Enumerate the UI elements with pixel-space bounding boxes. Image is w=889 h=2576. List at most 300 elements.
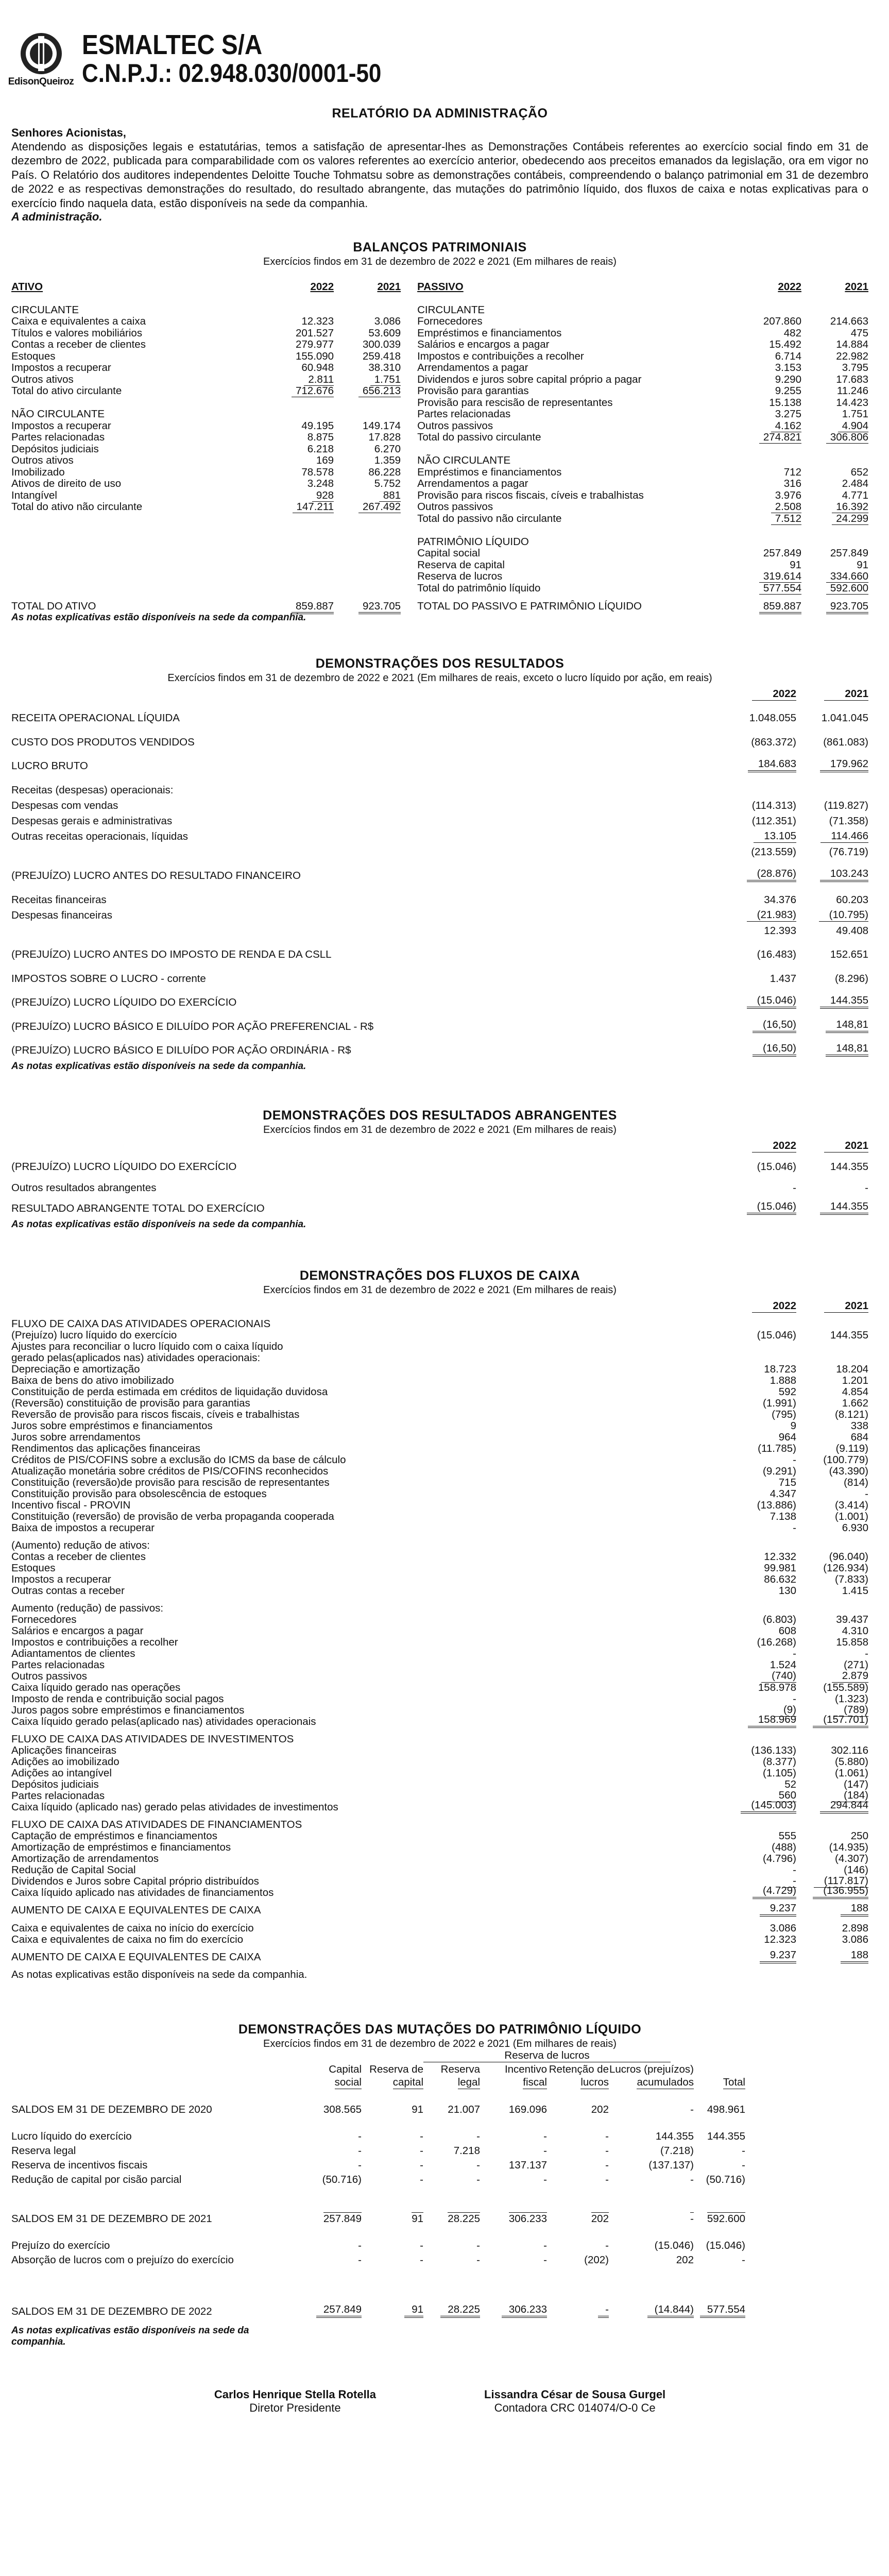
value: 577.554 bbox=[700, 2303, 745, 2318]
value-cell bbox=[609, 2212, 694, 2225]
column-header-cell bbox=[300, 2063, 362, 2076]
value-2021: (14.935) bbox=[829, 1841, 868, 1854]
row-label: NÃO CIRCULANTE bbox=[11, 408, 105, 420]
mutations-row bbox=[11, 2266, 868, 2279]
value-2021: 2.484 bbox=[842, 478, 868, 489]
value-2022: 169 bbox=[316, 454, 334, 466]
statement-row bbox=[11, 1683, 868, 1694]
value-2022: (213.559) bbox=[751, 845, 796, 858]
value-cell bbox=[300, 2089, 362, 2102]
value-2021: (814) bbox=[844, 1476, 868, 1488]
value-2021-cell bbox=[796, 744, 868, 757]
value: 169.096 bbox=[508, 2103, 547, 2115]
value: - bbox=[742, 2144, 745, 2157]
balance-row bbox=[417, 536, 868, 548]
value-2022-cell bbox=[724, 1830, 796, 1842]
statement-row bbox=[11, 1319, 868, 1330]
value-2021: 259.418 bbox=[362, 350, 401, 362]
value: (7.218) bbox=[660, 2144, 694, 2157]
statement-row bbox=[11, 749, 868, 757]
value-2022: 9.237 bbox=[760, 1902, 796, 1917]
value-2021: 22.982 bbox=[836, 350, 868, 362]
value-2021: 144.355 bbox=[830, 1329, 868, 1341]
row-label: Redução de capital por cisão parcial bbox=[11, 2173, 182, 2185]
balance-note: As notas explicativas estão disponíveis na sede da companhia. bbox=[11, 612, 306, 623]
value-2021-cell bbox=[796, 815, 868, 827]
value-cell bbox=[423, 2159, 480, 2172]
liabilities-header-row bbox=[417, 277, 868, 293]
row-label: gerado pelas(aplicados nas) atividades operacionais: bbox=[11, 1351, 261, 1364]
value: - bbox=[690, 2212, 694, 2225]
value-2021-cell bbox=[796, 1409, 868, 1421]
value-2021: 1.041.045 bbox=[821, 712, 868, 724]
row-label: Adiantamentos de clientes bbox=[11, 1648, 135, 1660]
value-2022-cell bbox=[724, 1477, 796, 1489]
column-header-cell bbox=[423, 2076, 480, 2089]
row-label: Caixa e equivalentes de caixa no fim do exercício bbox=[11, 1933, 244, 1945]
value-2021-cell bbox=[334, 385, 401, 397]
row-label: (PREJUÍZO) LUCRO LÍQUIDO DO EXERCÍCIO bbox=[11, 996, 237, 1008]
value-cell bbox=[423, 2130, 480, 2143]
row-label: Reversão de provisão para riscos fiscais, cíveis e trabalhistas bbox=[11, 1408, 300, 1420]
value-2022-cell bbox=[724, 1922, 796, 1935]
value-2021: (184) bbox=[833, 1789, 868, 1802]
value-2022-cell bbox=[724, 697, 796, 709]
value-2022: 158.969 bbox=[748, 1714, 796, 1728]
statement-row bbox=[11, 1842, 868, 1854]
company-block bbox=[82, 31, 422, 89]
statement-row bbox=[11, 1512, 868, 1523]
column-header: capital bbox=[392, 2076, 423, 2088]
value: - bbox=[358, 2239, 362, 2251]
statement-row bbox=[11, 1478, 868, 1489]
column-header-cell bbox=[423, 2063, 480, 2076]
value-2021-cell bbox=[796, 1591, 868, 1603]
value-2022-cell bbox=[724, 1841, 796, 1854]
value-2021-cell bbox=[334, 328, 401, 340]
assets-header-row bbox=[11, 277, 401, 293]
value-2021-cell bbox=[796, 1922, 868, 1935]
value: - bbox=[476, 2253, 480, 2266]
balance-row bbox=[11, 455, 401, 467]
value-2022: 608 bbox=[778, 1625, 796, 1637]
value-cell bbox=[480, 2186, 547, 2198]
value-2021-cell bbox=[796, 1420, 868, 1432]
row-label: Salários e encargos a pagar bbox=[11, 1625, 144, 1637]
value-2021: (8.296) bbox=[835, 972, 868, 985]
value-cell bbox=[694, 2130, 745, 2143]
value: - bbox=[420, 2239, 423, 2251]
value-2021-cell bbox=[801, 548, 868, 560]
company-logo bbox=[8, 32, 74, 88]
statement-row bbox=[11, 1500, 868, 1512]
value-2021: 2.898 bbox=[842, 1922, 868, 1934]
value: - bbox=[420, 2173, 423, 2185]
value-2022-cell bbox=[724, 721, 796, 733]
row-label: Depósitos judiciais bbox=[11, 1778, 99, 1791]
value-cell bbox=[547, 2130, 609, 2143]
value-cell bbox=[423, 2240, 480, 2252]
statement-row bbox=[11, 1330, 868, 1342]
value-2021-cell bbox=[334, 444, 401, 455]
value-2022: 964 bbox=[778, 1431, 796, 1443]
row-label: (Prejuízo) lucro líquido do exercício bbox=[11, 1329, 177, 1341]
value-cell bbox=[362, 2266, 423, 2279]
value: - bbox=[358, 2144, 362, 2157]
row-label: Outras contas a receber bbox=[11, 1585, 125, 1597]
value-2021-cell bbox=[796, 1488, 868, 1500]
value-2021-cell bbox=[801, 316, 868, 328]
value-cell bbox=[480, 2240, 547, 2252]
value-2022: 482 bbox=[783, 327, 801, 339]
value-2022: (15.046) bbox=[747, 1200, 796, 1215]
value-2021-cell bbox=[796, 1853, 868, 1865]
row-label: Partes relacionadas bbox=[11, 1659, 105, 1671]
row-label: FLUXO DE CAIXA DAS ATIVIDADES DE INVESTIMENTOS bbox=[11, 1733, 294, 1745]
balance-subtitle: Exercícios findos em 31 de dezembro de 2022 e 2021 (Em milhares de reais) bbox=[263, 256, 617, 267]
statement-row bbox=[11, 1353, 868, 1364]
statement-row bbox=[11, 1444, 868, 1455]
value: 308.565 bbox=[323, 2103, 362, 2115]
value-2021: (43.390) bbox=[829, 1465, 868, 1477]
value-cell bbox=[423, 2186, 480, 2198]
value-2022-cell bbox=[724, 1042, 796, 1057]
value-2021: 302.116 bbox=[831, 1744, 868, 1757]
row-label: Total do ativo circulante bbox=[11, 385, 122, 397]
row-label: Absorção de lucros com o prejuízo do exercício bbox=[11, 2253, 234, 2266]
value: 306.233 bbox=[502, 2303, 547, 2318]
value-2021: 15.858 bbox=[836, 1636, 868, 1649]
value-2022-cell bbox=[734, 304, 801, 316]
row-label: Total do ativo não circulante bbox=[11, 501, 143, 513]
value-cell bbox=[609, 2279, 694, 2291]
statement-row bbox=[11, 858, 868, 867]
value-2021: 652 bbox=[850, 466, 868, 478]
value-2022-cell bbox=[724, 1969, 796, 1981]
value-2022-cell bbox=[724, 1307, 796, 1319]
value: - bbox=[476, 2173, 480, 2185]
balance-row bbox=[417, 432, 868, 444]
value-2022: (4.796) bbox=[763, 1853, 796, 1865]
value-2021-cell bbox=[796, 1625, 868, 1637]
value-cell bbox=[300, 2279, 362, 2291]
balance-row bbox=[11, 501, 401, 513]
value-2022-cell bbox=[267, 374, 334, 386]
value-cell bbox=[300, 2225, 362, 2238]
value-2022-cell bbox=[724, 1670, 796, 1683]
value-2022: 12.323 bbox=[301, 315, 334, 327]
row-label: Baixa de impostos a recuperar bbox=[11, 1521, 155, 1534]
value-cell bbox=[362, 2130, 423, 2143]
value-2022: 3.976 bbox=[775, 489, 801, 501]
column-header: Retenção de bbox=[549, 2063, 609, 2075]
row-label: (PREJUÍZO) LUCRO ANTES DO IMPOSTO DE RENDA E DA CSLL bbox=[11, 948, 332, 960]
balance-sheet bbox=[11, 240, 868, 623]
row-label: Outros passivos bbox=[417, 419, 493, 432]
value-2022: (136.133) bbox=[751, 1744, 796, 1757]
value-2021: (126.934) bbox=[823, 1562, 868, 1574]
row-label: Reserva de capital bbox=[417, 558, 505, 571]
value-2021-cell bbox=[801, 397, 868, 409]
value-cell bbox=[694, 2145, 745, 2157]
value: - bbox=[605, 2173, 609, 2185]
statement-row bbox=[11, 772, 868, 781]
column-header: lucros bbox=[580, 2076, 609, 2088]
value-2022-cell bbox=[724, 1614, 796, 1626]
mutations-group-row bbox=[11, 2050, 868, 2062]
row-label: Atualização monetária sobre créditos de PIS/COFINS reconhecidos bbox=[11, 1465, 329, 1477]
value-cell bbox=[609, 2130, 694, 2143]
value-2022: 3.086 bbox=[770, 1922, 796, 1934]
row-label: Impostos e contribuições a recolher bbox=[11, 1636, 178, 1649]
column-header-cell bbox=[609, 2063, 694, 2076]
report-body: Atendendo as disposições legais e estatutárias, temos a satisfação de apresentar-lhes as Demonstrações Contábeis referentes ao exercício social findo em 31 de dezembro de 2022, publicada para comparabilidade com os valores referentes ao exercício anterior, obedecendo aos preceitos emanados da legislação, ora em vigor no País. O Relatório dos auditores independentes Deloitte Touche Tohmatsu sobre as demonstrações contábeis, compreendendo o balanço patrimonial em 31 de dezembro de 2022 e as respectivas demonstrações do resultado, do resultado abrangente, das mutações do patrimônio líquido, dos fluxos de caixa e notas explicativas para o exercício findo naquela data, estão disponíveis na sede da companhia. bbox=[11, 140, 868, 210]
value-2022-cell bbox=[734, 374, 801, 386]
row-label: Prejuízo do exercício bbox=[11, 2239, 110, 2251]
cashflow-title: DEMONSTRAÇÕES DOS FLUXOS DE CAIXA bbox=[299, 1268, 580, 1283]
value: 306.233 bbox=[508, 2212, 547, 2225]
value-2022-cell bbox=[724, 830, 796, 843]
row-label: LUCRO BRUTO bbox=[11, 760, 88, 772]
value-2022: 9 bbox=[790, 1419, 796, 1432]
value-cell bbox=[694, 2212, 745, 2225]
value-cell bbox=[547, 2089, 609, 2102]
value-cell bbox=[480, 2089, 547, 2102]
profit-reserves-group-header: Reserva de lucros bbox=[423, 2049, 671, 2062]
value-2021-cell bbox=[801, 432, 868, 444]
value-2022: 184.683 bbox=[748, 758, 796, 772]
statement-row bbox=[11, 781, 868, 796]
value-2022: 928 bbox=[312, 489, 334, 502]
row-label: Empréstimos e financiamentos bbox=[417, 327, 562, 339]
row-label: Caixa líquido gerado pelas(aplicado nas) atividades operacionais bbox=[11, 1716, 316, 1728]
balance-columns bbox=[11, 277, 868, 594]
value-2021: 148,81 bbox=[826, 1019, 868, 1033]
row-label: Créditos de PIS/COFINS sobre a exclusão do ICMS da base de cálculo bbox=[11, 1453, 346, 1466]
value-2021: 250 bbox=[850, 1830, 868, 1842]
value-2021-cell bbox=[801, 362, 868, 374]
mutations-row bbox=[11, 2303, 868, 2318]
value-2022: 60.948 bbox=[301, 362, 334, 374]
value-2021: 338 bbox=[850, 1419, 868, 1432]
row-label: Partes relacionadas bbox=[11, 431, 105, 443]
balance-row bbox=[417, 339, 868, 351]
value-2021: (147) bbox=[844, 1778, 868, 1791]
value-2021: 188 bbox=[841, 1902, 868, 1917]
balance-row bbox=[11, 409, 401, 420]
value-2022-cell bbox=[724, 1329, 796, 1342]
balance-row bbox=[417, 420, 868, 432]
balance-row bbox=[417, 304, 868, 316]
value-cell bbox=[609, 2159, 694, 2172]
value-2021-cell bbox=[801, 501, 868, 513]
value-cell bbox=[480, 2198, 547, 2211]
report-greeting: Senhores Acionistas, bbox=[11, 126, 126, 139]
value: - bbox=[598, 2303, 609, 2318]
balance-row bbox=[417, 490, 868, 502]
value-2021: 1.415 bbox=[842, 1585, 868, 1597]
value-2021-cell bbox=[796, 1375, 868, 1387]
value-2022: 1.888 bbox=[770, 1374, 796, 1386]
value-2021: 6.270 bbox=[374, 443, 401, 455]
value-2021: 24.299 bbox=[832, 513, 868, 525]
value-2021-cell bbox=[796, 1744, 868, 1757]
balance-row bbox=[417, 583, 868, 595]
liabilities-year-2021: 2021 bbox=[845, 280, 868, 293]
value-2022-cell bbox=[724, 1573, 796, 1586]
balance-row bbox=[11, 420, 401, 432]
statement-row bbox=[11, 1615, 868, 1626]
value-2021: 334.660 bbox=[826, 570, 868, 583]
value-2021: 14.423 bbox=[836, 396, 868, 409]
cashflow-subtitle: Exercícios findos em 31 de dezembro de 2022 e 2021 (Em milhares de reais) bbox=[263, 1284, 617, 1296]
value-2022-cell bbox=[724, 878, 796, 891]
value-cell bbox=[547, 2279, 609, 2291]
value-2021: 53.609 bbox=[368, 327, 401, 339]
value-cell bbox=[547, 2240, 609, 2252]
balance-row bbox=[11, 293, 401, 304]
value-2022: 1.437 bbox=[770, 972, 796, 985]
value-cell bbox=[480, 2291, 547, 2303]
mutations-note: As notas explicativas estão disponíveis na sede da companhia. bbox=[11, 2325, 249, 2347]
value-2022: 155.090 bbox=[295, 350, 334, 362]
balance-row bbox=[417, 293, 868, 304]
mutations-row bbox=[11, 2211, 868, 2225]
value-cell bbox=[480, 2145, 547, 2157]
row-label: Provisão para rescisão de representantes bbox=[417, 396, 613, 409]
value: (15.046) bbox=[654, 2239, 694, 2251]
value-2021-cell bbox=[796, 1329, 868, 1342]
row-label: (Aumento) redução de ativos: bbox=[11, 1539, 150, 1552]
value-2022: 52 bbox=[784, 1778, 796, 1791]
value-2021-cell bbox=[801, 455, 868, 467]
value-2021-cell bbox=[796, 1443, 868, 1455]
value-2021-cell bbox=[334, 409, 401, 420]
balance-row bbox=[417, 560, 868, 571]
value-2022: (16.483) bbox=[757, 948, 796, 960]
logo-text: EdisonQueiroz bbox=[8, 76, 74, 87]
column-header: social bbox=[334, 2076, 362, 2088]
signatures bbox=[11, 2388, 868, 2415]
value-cell bbox=[694, 2303, 745, 2318]
total-assets-2021: 923.705 bbox=[358, 600, 401, 614]
value-2021: (10.795) bbox=[819, 909, 868, 922]
balance-row bbox=[417, 374, 868, 386]
value-2021: 881 bbox=[379, 489, 401, 502]
row-label: CIRCULANTE bbox=[417, 303, 485, 316]
balance-row bbox=[11, 362, 401, 374]
balance-row bbox=[417, 571, 868, 583]
value-2022-cell bbox=[724, 1733, 796, 1745]
statement-row bbox=[11, 1552, 868, 1563]
value-2022: 12.323 bbox=[764, 1933, 796, 1945]
row-label: Amortização de arrendamentos bbox=[11, 1853, 159, 1865]
mutations-row bbox=[11, 2238, 868, 2252]
statement-row bbox=[11, 1153, 868, 1160]
value-2021-cell bbox=[334, 339, 401, 351]
row-label: (Reversão) constituição de provisão para garantias bbox=[11, 1397, 250, 1409]
row-label: Adições ao intangível bbox=[11, 1767, 112, 1780]
row-label: Depósitos judiciais bbox=[11, 443, 99, 455]
balance-row bbox=[417, 328, 868, 340]
mutations-row bbox=[11, 2128, 868, 2143]
value-2022: (28.876) bbox=[747, 868, 796, 882]
income-statement bbox=[11, 656, 868, 1073]
value-2022: 78.578 bbox=[301, 466, 334, 478]
value: - bbox=[420, 2130, 423, 2142]
balance-row bbox=[417, 501, 868, 513]
value-2022-cell bbox=[267, 339, 334, 351]
value-2022-cell bbox=[724, 1562, 796, 1574]
row-label: (PREJUÍZO) LUCRO LÍQUIDO DO EXERCÍCIO bbox=[11, 1161, 237, 1173]
value-cell bbox=[300, 2254, 362, 2266]
value-2021: 60.203 bbox=[836, 893, 868, 906]
value-cell bbox=[480, 2225, 547, 2238]
balance-row bbox=[417, 385, 868, 397]
statement-row bbox=[11, 1364, 868, 1376]
statement-row bbox=[11, 1432, 868, 1444]
balance-row bbox=[11, 316, 401, 328]
row-label: Receitas (despesas) operacionais: bbox=[11, 784, 174, 796]
value-2022: (795) bbox=[772, 1408, 796, 1420]
value-2022: 99.981 bbox=[764, 1562, 796, 1574]
value-2021-cell bbox=[801, 374, 868, 386]
value-2022: 555 bbox=[778, 1830, 796, 1842]
statement-row bbox=[11, 1563, 868, 1574]
value-2022-cell bbox=[734, 548, 801, 560]
results-rows bbox=[11, 701, 868, 1057]
value-2021-cell bbox=[796, 1029, 868, 1041]
statement-row bbox=[11, 1745, 868, 1757]
company-name: ESMALTEC S/A bbox=[82, 29, 263, 60]
value-2022-cell bbox=[734, 536, 801, 548]
row-label: Imposto de renda e contribuição social pagos bbox=[11, 1693, 224, 1705]
value-2021: 656.213 bbox=[358, 385, 401, 397]
value: 137.137 bbox=[508, 2159, 547, 2171]
value-2022-cell bbox=[724, 1819, 796, 1831]
value-cell bbox=[362, 2104, 423, 2116]
balance-row bbox=[417, 548, 868, 560]
value: 592.600 bbox=[707, 2212, 745, 2225]
value-2022-cell bbox=[734, 490, 801, 502]
statement-row bbox=[11, 1540, 868, 1552]
value-cell bbox=[480, 2266, 547, 2279]
value-2021-cell bbox=[796, 894, 868, 906]
cashflow-year-2022: 2022 bbox=[752, 1300, 796, 1313]
value-cell bbox=[609, 2145, 694, 2157]
value-2022: 12.332 bbox=[764, 1551, 796, 1563]
comprehensive-note: As notas explicativas estão disponíveis na sede da companhia. bbox=[11, 1218, 306, 1230]
value-2021: 6.930 bbox=[842, 1521, 868, 1534]
value-2021-cell bbox=[796, 1454, 868, 1466]
value-2021-cell bbox=[334, 374, 401, 386]
row-label: Incentivo fiscal - PROVIN bbox=[11, 1499, 131, 1511]
value-2022-cell bbox=[724, 933, 796, 945]
value-2021: 148,81 bbox=[826, 1042, 868, 1057]
row-label: Total do passivo não circulante bbox=[417, 512, 562, 524]
comprehensive-title: DEMONSTRAÇÕES DOS RESULTADOS ABRANGENTES bbox=[263, 1108, 617, 1123]
value-2022-cell bbox=[734, 467, 801, 479]
column-header: Reserva bbox=[440, 2063, 480, 2075]
value-cell bbox=[547, 2145, 609, 2157]
row-label: Ativos de direito de uso bbox=[11, 478, 122, 489]
row-label: Outros ativos bbox=[11, 454, 74, 466]
value: - bbox=[605, 2144, 609, 2157]
row-label: Estoques bbox=[11, 1562, 56, 1574]
assets-rows bbox=[11, 293, 401, 513]
statement-row bbox=[11, 827, 868, 843]
value-2021: 38.310 bbox=[368, 362, 401, 374]
